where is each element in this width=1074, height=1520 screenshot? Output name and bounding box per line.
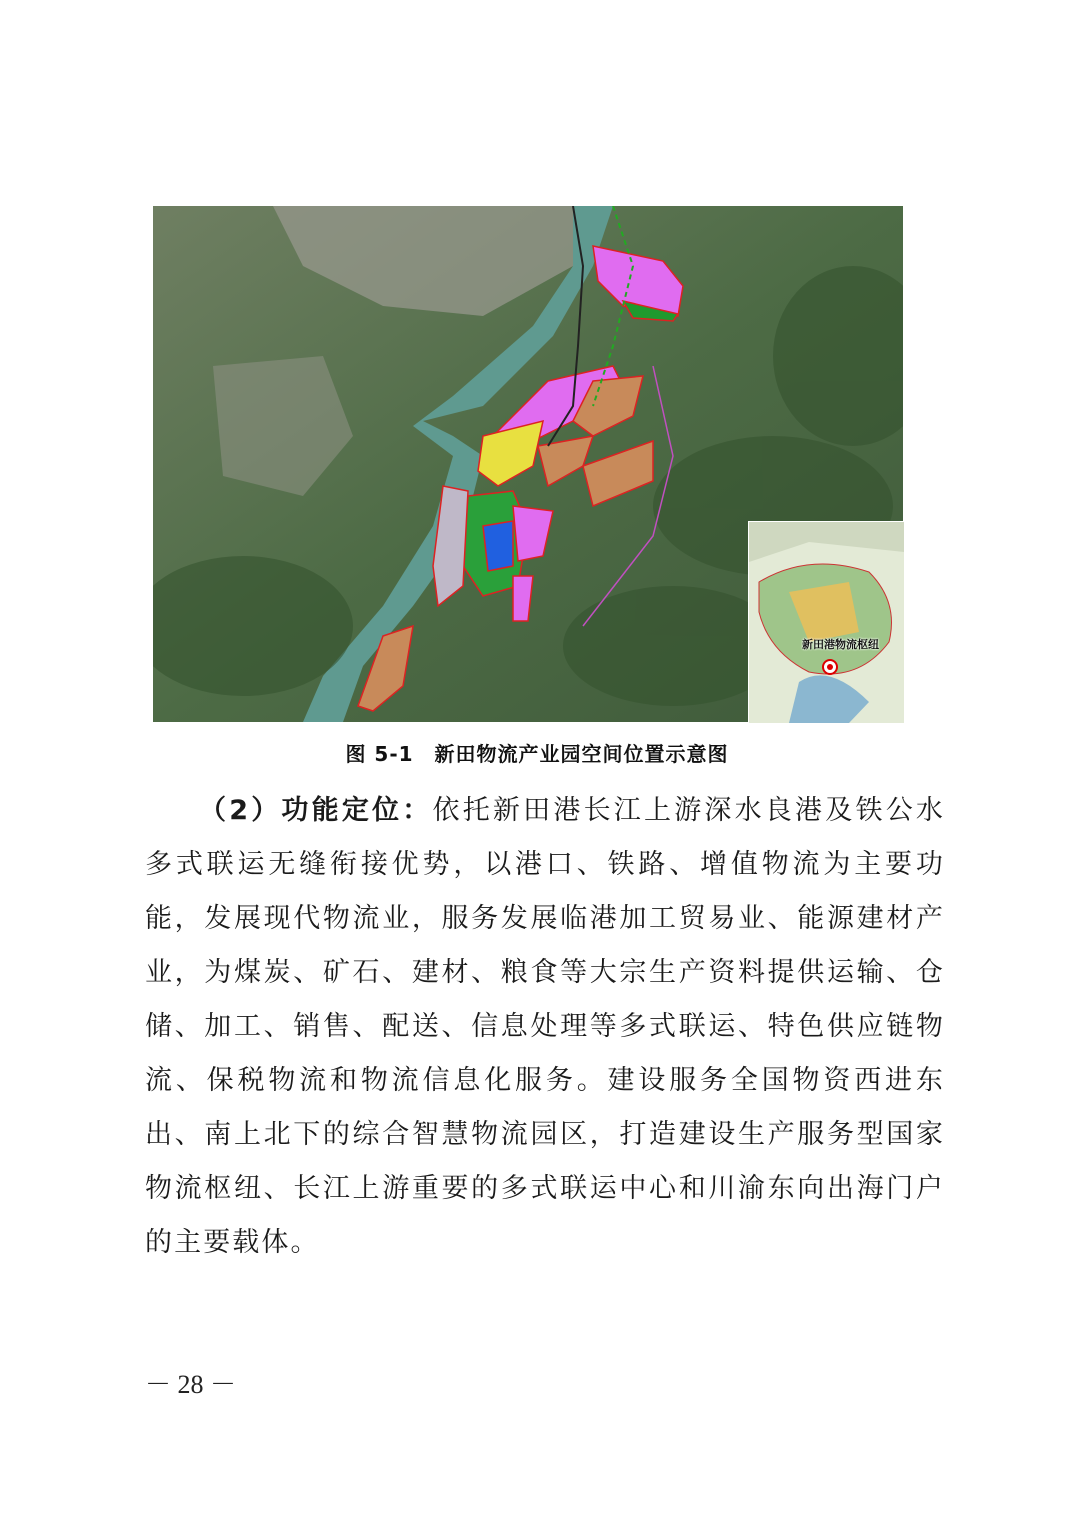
paragraph-text: 依托新田港长江上游深水良港及铁公水多式联运无缝衔接优势，以港口、铁路、增值物流为主要功能，发展现代物流业，服务发展临港加工贸易业、能源建材产业，为煤炭、矿石、建材、粮食等大宗生产资料提供运输、仓储、加工、销售、配送、信息处理等多式联运、特色供应链物流、保税物流和物流信息化服务。建设服务全国物资西进东出、南上北下的综合智慧物流园区，打造建设生产服务型国家物流枢纽、长江上游重要的多式联运中心和川渝东向出海门户的主要载体。 bbox=[145, 795, 946, 1258]
inset-map-label: 新田港物流枢纽 bbox=[802, 638, 879, 651]
inset-map-image bbox=[749, 522, 904, 723]
figure-caption: 图 5-1 新田物流产业园空间位置示意图 bbox=[345, 742, 729, 766]
paragraph-lead-heading: （2）功能定位： bbox=[199, 795, 433, 826]
body-paragraph bbox=[145, 784, 945, 1270]
inset-location-map bbox=[748, 521, 905, 724]
page-number: － 28 － bbox=[145, 1370, 237, 1399]
